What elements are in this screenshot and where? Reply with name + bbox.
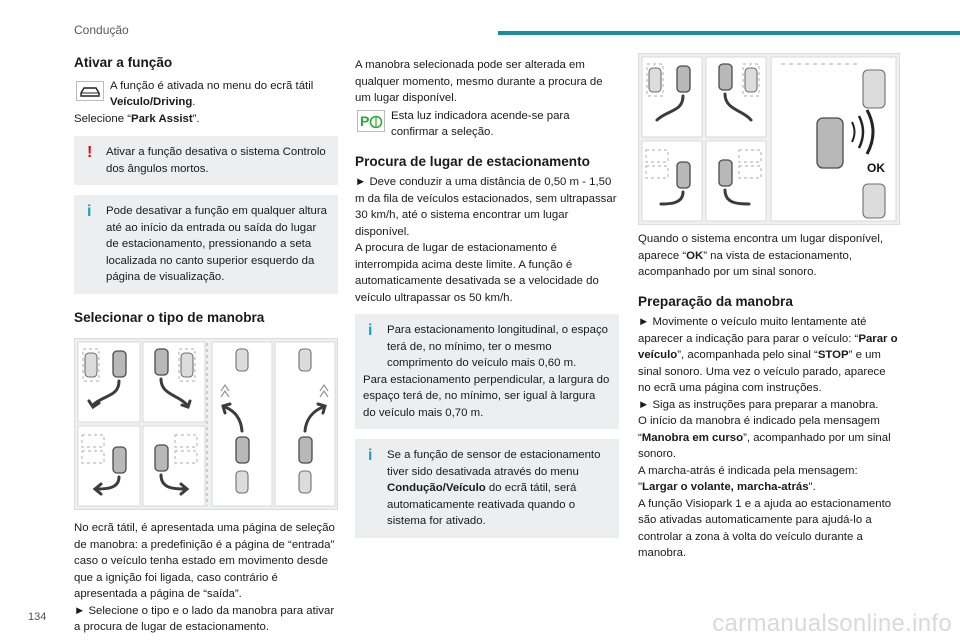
select-heading: Selecionar o tipo de manobra bbox=[74, 309, 265, 325]
warning-text: Ativar a função desativa o sistema Controlo dos ângulos mortos. bbox=[106, 146, 326, 175]
info-box-dimensions bbox=[355, 314, 619, 429]
space-found-diagram bbox=[639, 54, 899, 224]
search-text-2: A procura de lugar de estacionamento é interrompida acima deste limite. A função é automaticamente desativada se a velocidade do veículo ultrapassar os 50 km/h. bbox=[355, 242, 599, 304]
activate-heading: Ativar a função bbox=[74, 55, 173, 70]
column-2 bbox=[355, 57, 619, 538]
indicator-light-text: Esta luz indicadora acende-se para confirmar a seleção. bbox=[391, 109, 570, 138]
prep-text-1: ► Movimente o veículo muito lentamente até aparecer a indicação para parar o veículo: “Parar o veículo”, acompanhada pelo sinal “STOP” e um sinal sonoro. Uma vez o veículo parado, aparece no ecrã uma página com instruções. bbox=[638, 316, 898, 394]
info-icon: i bbox=[87, 203, 92, 220]
select-text-2: ► Selecione o tipo e o lado da manobra para ativar a procura de lugar de estacionamento. bbox=[74, 604, 335, 633]
info-icon: i bbox=[368, 322, 373, 339]
svg-text:P: P bbox=[360, 112, 370, 129]
info-box-sensor bbox=[355, 439, 619, 538]
activate-text: A função é ativada no menu do ecrã tátil Veículo/Driving. bbox=[110, 79, 314, 108]
search-text-1: ► Deve conduzir a uma distância de 0,50 m - 1,50 m da fila de veículos estacionados, sem ultrapassar 30 km/h, até o sistema encontrar um lugar disponível. bbox=[355, 176, 617, 238]
page-number: 134 bbox=[28, 611, 47, 623]
indicator-light-block bbox=[355, 108, 619, 141]
park-assist-indicator-icon bbox=[357, 110, 385, 132]
section-title: Condução bbox=[74, 23, 129, 37]
change-maneuver-text: A manobra selecionada pode ser alterada em qualquer momento, mesmo durante a procura de um lugar disponível. bbox=[355, 59, 603, 104]
info-icon: i bbox=[368, 447, 373, 464]
maneuver-selection-figure bbox=[74, 338, 338, 510]
watermark: carmanualsonline.info bbox=[712, 610, 952, 637]
warning-icon: ! bbox=[87, 144, 93, 161]
prep-text-5: A função Visiopark 1 e a ajuda ao estacionamento são ativadas automaticamente para ajudá-lo a controlar a zona à volta do veículo durante a manobra. bbox=[638, 497, 892, 559]
space-found-figure bbox=[638, 53, 900, 225]
column-1 bbox=[74, 55, 338, 636]
activate-block bbox=[74, 78, 338, 111]
prep-text-3: O início da manobra é indicado pela mensagem “Manobra em curso”, acompanhado por um sinal sonoro. bbox=[638, 415, 891, 460]
warning-box bbox=[74, 136, 338, 185]
prep-text-4: A marcha-atrás é indicada pela mensagem: "Largar o volante, marcha-atrás". bbox=[638, 464, 858, 493]
header-accent-bar bbox=[498, 31, 960, 35]
maneuver-diagram bbox=[75, 339, 337, 509]
info-box bbox=[74, 195, 338, 294]
info-longitudinal-text: Para estacionamento longitudinal, o espaço terá de, no mínimo, ter o mesmo comprimento do veículo mais 0,60 m. bbox=[387, 324, 608, 369]
info-perpendicular-text: Para estacionamento perpendicular, a largura do espaço terá de, no mínimo, ser igual à largura do veículo mais 0,70 m. bbox=[363, 373, 610, 419]
column-3 bbox=[638, 53, 900, 562]
car-icon bbox=[76, 81, 104, 101]
search-heading: Procura de lugar de estacionamento bbox=[355, 153, 590, 169]
prep-heading: Preparação da manobra bbox=[638, 293, 793, 309]
ok-label: OK bbox=[867, 161, 885, 175]
space-found-text: Quando o sistema encontra um lugar disponível, aparece “OK” na vista de estacionamento, acompanhado por um sinal sonoro. bbox=[638, 233, 884, 278]
info-text: Pode desativar a função em qualquer altura até ao início da entrada ou saída do lugar de estacionamento, pressionando a seta localizada no canto superior esquerdo da página de visualização. bbox=[106, 205, 327, 283]
activate-select-text: Selecione “Park Assist”. bbox=[74, 112, 200, 125]
select-text-1: No ecrã tátil, é apresentada uma página de seleção de manobra: a predefinição é a página de “entrada” caso o veículo tenha estado em movimento desde que a ignição foi ligada, caso contrário é apresentada a página de “saída”. bbox=[74, 522, 335, 600]
info-sensor-text: Se a função de sensor de estacionamento tiver sido desativada através do menu Condução/Veículo do ecrã tátil, será automaticamente reativada quando o sistema for ativado. bbox=[387, 449, 601, 527]
prep-text-2: ► Siga as instruções para preparar a manobra. bbox=[638, 398, 879, 411]
